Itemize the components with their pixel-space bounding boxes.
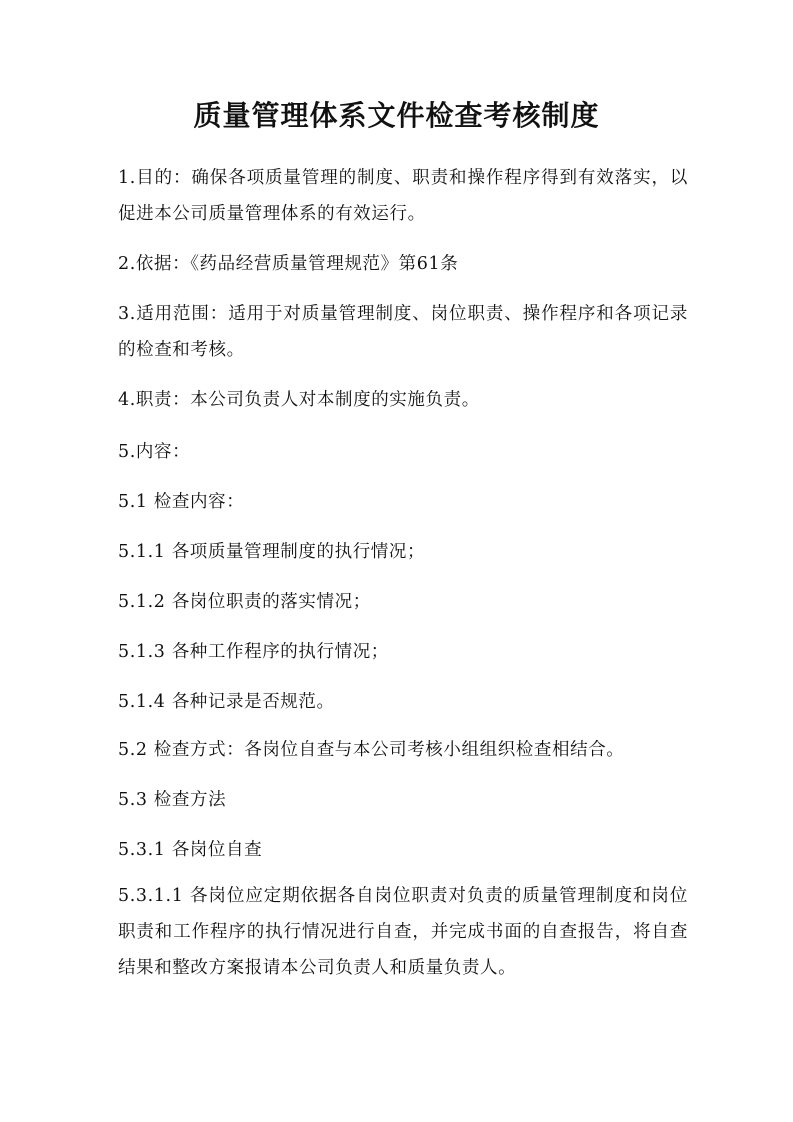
paragraph-responsibility: 4.职责：本公司负责人对本制度的实施负责。 <box>118 390 480 410</box>
paragraph-5-1-1: 5.1.1 各项质量管理制度的执行情况； <box>118 542 426 562</box>
paragraph-content-heading: 5.内容： <box>118 442 191 462</box>
paragraph-5-3-1: 5.3.1 各岗位自查 <box>118 840 263 860</box>
paragraph-scope: 3.适用范围：适用于对质量管理制度、岗位职责、操作程序和各项记录的检查和考核。 <box>118 304 688 360</box>
paragraph-basis: 2.依据：《药品经营质量管理规范》第61条 <box>118 254 459 274</box>
paragraph-purpose: 1.目的：确保各项质量管理的制度、职责和操作程序得到有效落实，以促进本公司质量管理体系的有效运行。 <box>118 168 688 224</box>
document-title: 质量管理体系文件检查考核制度 <box>193 99 600 132</box>
paragraph-5-1-3: 5.1.3 各种工作程序的执行情况； <box>118 642 389 662</box>
paragraph-5-1-2: 5.1.2 各岗位职责的落实情况； <box>118 592 371 612</box>
paragraph-5-1-4: 5.1.4 各种记录是否规范。 <box>118 692 335 712</box>
paragraph-5-3-1-1: 5.3.1.1 各岗位应定期依据各自岗位职责对负责的质量管理制度和岗位职责和工作程序的执行情况进行自查，并完成书面的自查报告，将自查结果和整改方案报请本公司负责人和质量负责人。 <box>118 886 688 978</box>
paragraph-5-3: 5.3 检查方法 <box>118 790 227 810</box>
paragraph-5-1: 5.1 检查内容： <box>118 492 245 512</box>
paragraph-5-2: 5.2 检查方式：各岗位自查与本公司考核小组组织检查相结合。 <box>118 740 625 760</box>
